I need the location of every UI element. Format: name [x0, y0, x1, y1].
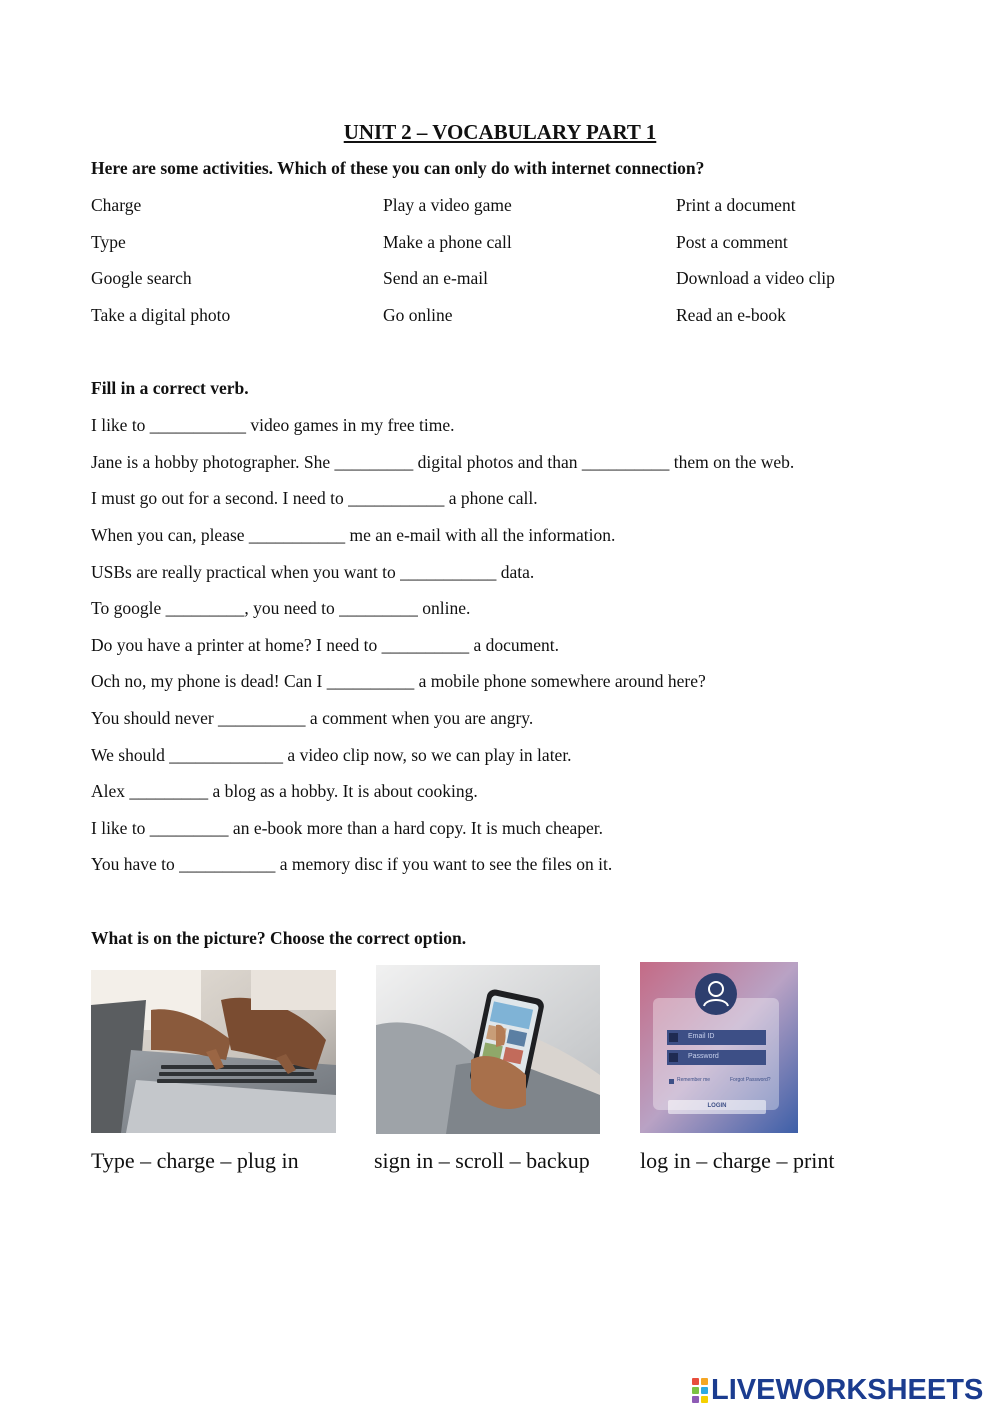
smartphone-scrolling-photo: [376, 965, 600, 1134]
fill-sentence: Do you have a printer at home? I need to __________ a document.: [91, 635, 559, 655]
activity-cell: Download a video clip: [676, 268, 835, 288]
email-field-label: Email ID: [688, 1033, 715, 1040]
fill-sentence: I like to _________ an e-book more than a hard copy. It is much cheaper.: [91, 818, 604, 838]
logo-text: LIVEWORKSHEETS: [711, 1373, 984, 1406]
section2-heading: Fill in a correct verb.: [91, 378, 249, 398]
fill-sentence: When you can, please ___________ me an e-mail with all the information.: [91, 525, 616, 545]
liveworksheets-logo: [692, 1374, 983, 1406]
activity-cell: Charge: [91, 195, 142, 215]
password-field-label: Password: [688, 1053, 719, 1060]
activity-cell: Google search: [91, 268, 192, 288]
activity-cell: Go online: [383, 305, 453, 325]
picture-caption-options: Type – charge – plug in: [91, 1148, 299, 1173]
section3-heading: What is on the picture? Choose the correct option.: [91, 928, 467, 948]
fill-sentence: USBs are really practical when you want to ___________ data.: [91, 562, 535, 582]
picture-caption-options: sign in – scroll – backup: [374, 1148, 590, 1173]
activity-cell: Read an e-book: [676, 305, 786, 325]
login-screen-photo: [640, 962, 798, 1133]
fill-sentence: You should never __________ a comment when you are angry.: [91, 708, 534, 728]
laptop-typing-photo: [91, 970, 336, 1133]
login-button-label: LOGIN: [707, 1103, 727, 1109]
fill-sentence: I like to ___________ video games in my free time.: [91, 415, 455, 435]
activity-cell: Post a comment: [676, 232, 788, 252]
remember-me-label: Remember me: [677, 1077, 711, 1083]
activity-cell: Play a video game: [383, 195, 512, 215]
section1-heading: Here are some activities. Which of these you can only do with internet connection?: [91, 158, 705, 178]
activity-cell: Make a phone call: [383, 232, 512, 252]
fill-sentence: I must go out for a second. I need to ___________ a phone call.: [91, 488, 538, 508]
fill-sentence: Och no, my phone is dead! Can I __________ a mobile phone somewhere around here?: [91, 671, 706, 691]
activity-cell: Print a document: [676, 195, 796, 215]
activity-cell: Send an e-mail: [383, 268, 488, 288]
page-title: UNIT 2 – VOCABULARY PART 1: [343, 120, 657, 144]
fill-sentence: You have to ___________ a memory disc if you want to see the files on it.: [91, 854, 613, 874]
activity-cell: Type: [91, 232, 126, 252]
fill-sentence: Alex _________ a blog as a hobby. It is about cooking.: [91, 781, 478, 801]
activity-cell: Take a digital photo: [91, 305, 231, 325]
logo-grid-icon: [692, 1378, 708, 1403]
picture-caption-options: log in – charge – print: [640, 1148, 835, 1173]
fill-sentence: To google _________, you need to _________ online.: [91, 598, 471, 618]
fill-sentence: We should _____________ a video clip now, so we can play in later.: [91, 745, 572, 765]
forgot-password-label: Forgot Password?: [730, 1077, 771, 1083]
fill-sentence: Jane is a hobby photographer. She _________ digital photos and than __________ them on the web.: [91, 452, 795, 472]
